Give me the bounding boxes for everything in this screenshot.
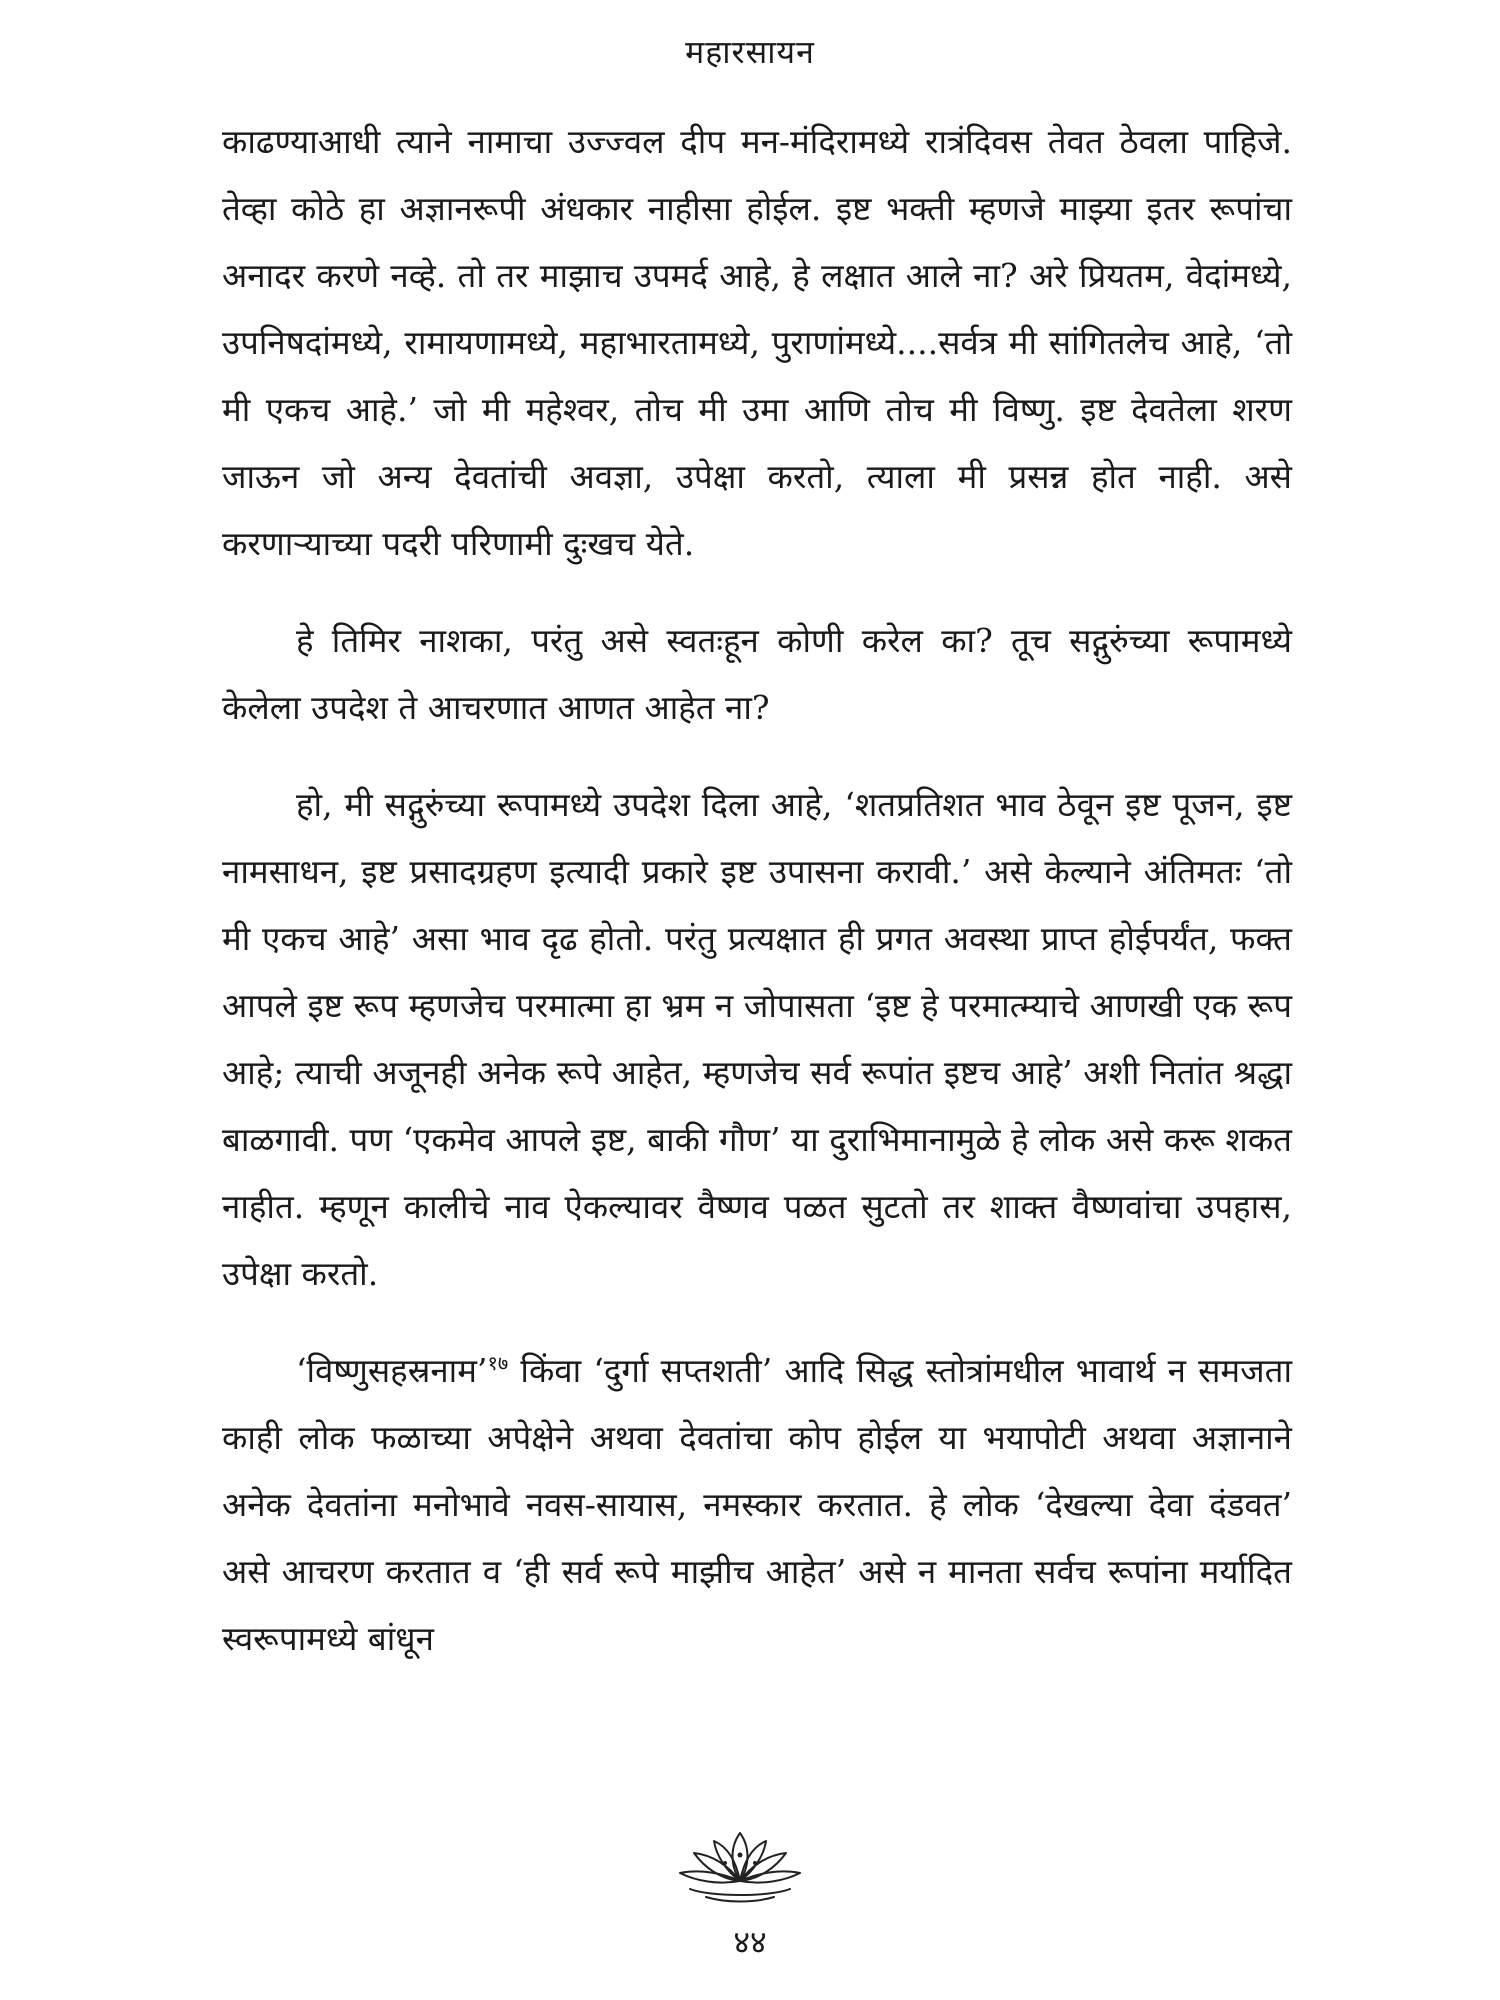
paragraph-3: हो, मी सद्गुरुंच्या रूपामध्ये उपदेश दिला आहे, ‘शतप्रतिशत भाव ठेवून इष्ट पूजन, इष्ट नामसाधन, इष्ट प्रसादग्रहण इत्यादी प्रकारे इष्ट उपासना करावी.’ असे केल्याने अंतिमतः ‘तो मी एकच आहे’ असा भाव दृढ होतो. परंतु प्रत्यक्षात ही प्रगत अवस्था प्राप्त होईपर्यंत, फक्त आपले इष्ट रूप म्हणजेच परमात्मा हा भ्रम न जोपासता ‘इष्ट हे परमात्म्याचे आणखी एक रूप आहे; त्याची अजूनही अनेक रूपे आहेत, म्हणजेच सर्व रूपांत इष्टच आहे’ अशी नितांत श्रद्धा बाळगावी. पण ‘एकमेव आपले इष्ट, बाकी गौण’ या दुराभिमानामुळे हे लोक असे करू शकत नाहीत. म्हणून कालीचे नाव ऐकल्यावर वैष्णव पळत सुटतो तर शाक्त वैष्णवांचा उपहास, उपेक्षा करतो. (222, 785, 1292, 1293)
body-text (222, 108, 1292, 1672)
paragraph-4 (222, 1337, 1292, 1672)
footnote-ref: १७ (487, 1351, 509, 1375)
lotus-icon (670, 1825, 810, 1905)
running-title: महारसायन (685, 33, 815, 71)
page-number: ४४ (733, 1923, 767, 1961)
paragraph-4-rest: किंवा ‘दुर्गा सप्तशती’ आदि सिद्ध स्तोत्रांमधील भावार्थ न समजता काही लोक फळाच्या अपेक्षेने अथवा देवतांचा कोप होईल या भयापोटी अथवा अज्ञानाने अनेक देवतांना मनोभावे नवस-सायास, नमस्कार करतात. हे लोक ‘देखल्या देवा दंडवत’ असे आचरण करतात व ‘ही सर्व रूपे माझीच आहेत’ असे न मानता सर्वच रूपांना मर्यादित स्वरूपामध्ये बांधून (222, 1351, 1292, 1658)
paragraph-2: हे तिमिर नाशका, परंतु असे स्वतःहून कोणी करेल का? तूच सद्गुरुंच्या रूपामध्ये केलेला उपदेश ते आचरणात आणत आहेत ना? (222, 621, 1292, 727)
paragraph-4-lead: ‘विष्णुसहस्रनाम’ (296, 1351, 488, 1390)
paragraph-1: काढण्याआधी त्याने नामाचा उज्ज्वल दीप मन-मंदिरामध्ये रात्रंदिवस तेवत ठेवला पाहिजे. तेव्हा कोठे हा अज्ञानरूपी अंधकार नाहीसा होईल. इष्ट भक्ती म्हणजे माझ्या इतर रूपांचा अनादर करणे नव्हे. तो तर माझाच उपमर्द आहे, हे लक्षात आले ना? अरे प्रियतम, वेदांमध्ये, उपनिषदांमध्ये, रामायणामध्ये, महाभारतामध्ये, पुराणांमध्ये....सर्वत्र मी सांगितलेच आहे, ‘तो मी एकच आहे.’ जो मी महेश्वर, तोच मी उमा आणि तोच मी विष्णु. इष्ट देवतेला शरण जाऊन जो अन्य देवतांची अवज्ञा, उपेक्षा करतो, त्याला मी प्रसन्न होत नाही. असे करणाऱ्याच्या पदरी परिणामी दुःखच येते. (222, 122, 1292, 563)
